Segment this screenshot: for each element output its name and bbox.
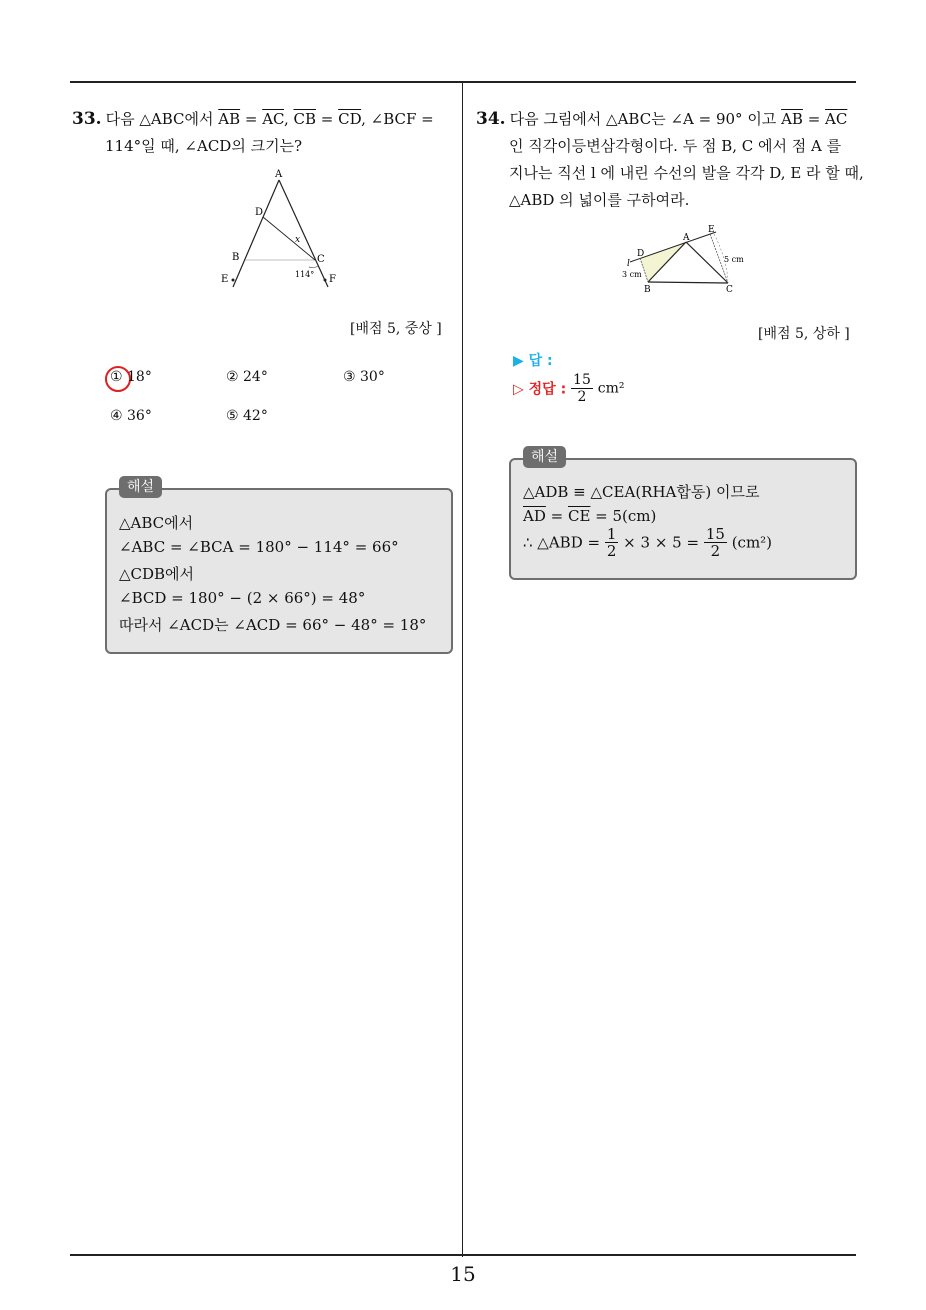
- triangle-figure-34: [618, 222, 753, 294]
- label-c-34: C: [726, 285, 733, 294]
- question-34-line-3: 지나는 직선 l 에 내린 수선의 발을 각각 D, E 라 할 때,: [509, 164, 864, 182]
- label-5cm: 5 cm: [724, 255, 744, 264]
- triangle-figure-33: [215, 165, 350, 290]
- label-a-34: A: [683, 233, 690, 243]
- solution-box-34: [509, 458, 857, 580]
- solution-33-line-4: ∠BCD = 180° − (2 × 66°) = 48°: [119, 589, 366, 607]
- score-33: [배점 5, 중상 ]: [350, 321, 442, 337]
- question-34-line-2: 인 직각이등변삼각형이다. 두 점 B, C 에서 점 A 를: [509, 137, 842, 155]
- answer-label: ▶ 답 :: [513, 353, 553, 369]
- segment-ac: $\overline{AC}$: [262, 110, 284, 128]
- solution-box-33: [105, 488, 453, 654]
- choice-2[interactable]: ② 24°: [226, 369, 268, 385]
- choice-1[interactable]: ① 18°: [110, 369, 152, 385]
- label-l-34: l: [627, 259, 630, 269]
- solution-33-line-3: △CDB에서: [119, 565, 195, 583]
- question-33-line-2: 114°일 때, ∠ACD의 크기는?: [105, 137, 303, 155]
- answer-row-34: [513, 350, 553, 370]
- correct-label: ▷ 정답 :: [513, 381, 567, 398]
- solution-33-line-1: △ABC에서: [119, 514, 194, 532]
- label-angle: 114°: [295, 270, 315, 279]
- label-d: D: [255, 207, 264, 218]
- label-c: C: [317, 254, 325, 265]
- solution-33-line-2: ∠ABC = ∠BCA = 180° − 114° = 66°: [119, 538, 399, 556]
- correct-answer-row-34: [513, 372, 624, 405]
- question-34-line-1: 34. 다음 그림에서 △ABC는 ∠A = 90° 이고 $\overline{AB} = \overline{AC}$: [476, 109, 848, 129]
- segment-ab: $\overline{AB}$: [218, 110, 241, 128]
- label-b: B: [232, 252, 240, 263]
- solution-tag-34: 해설: [523, 446, 566, 468]
- label-e-34: E: [708, 225, 715, 235]
- segment-ab-34: $\overline{AB}$: [781, 110, 803, 128]
- solution-34-line-1: △ADB ≡ △CEA(RHA합동) 이므로: [523, 483, 760, 501]
- segment-ac-34: $\overline{AC}$: [825, 110, 848, 128]
- segment-cd: $\overline{CD}$: [338, 110, 362, 128]
- solution-34-line-3: ∴ △ABD = $\frac{1}{2}$ × 3 × 5 = $\frac{15}{2}$ (cm²): [523, 525, 773, 560]
- fraction-fifteen-halves: $\frac{15}{2}$: [705, 525, 725, 560]
- correct-unit: cm²: [597, 380, 625, 397]
- label-f: F: [329, 274, 336, 285]
- label-d-34: D: [637, 249, 645, 259]
- label-3cm: 3 cm: [622, 270, 642, 279]
- question-34-number: 34.: [476, 109, 506, 129]
- question-34-text: [476, 106, 864, 214]
- segment-cb: $\overline{CB}$: [293, 110, 317, 128]
- label-x: x: [295, 235, 301, 245]
- question-34-line-4: △ABD 의 넓이를 구하여라.: [509, 191, 690, 209]
- label-e: E: [221, 274, 229, 285]
- solution-tag-33: 해설: [119, 476, 162, 498]
- question-33-text: [72, 106, 457, 160]
- correct-fraction: $\frac{15}{2}$: [573, 372, 591, 405]
- label-b-34: B: [644, 285, 651, 294]
- score-34: [배점 5, 상하 ]: [758, 326, 850, 342]
- question-33-line-1: 33. 다음 △ABC에서 $\overline{AB} = \overline{AC}$, $\overline{CB} = \overline{CD}$, ∠BCF =: [72, 109, 434, 129]
- bottom-rule: [70, 1254, 856, 1256]
- solution-34-line-2: $\overline{AD} = \overline{CE} = 5(cm)$: [523, 507, 657, 525]
- solution-33-line-5: 따라서 ∠ACD는 ∠ACD = 66° − 48° = 18°: [119, 616, 427, 634]
- fraction-one-half: $\frac{1}{2}$: [606, 525, 617, 560]
- label-a: A: [275, 169, 283, 180]
- choice-5[interactable]: ⑤ 42°: [226, 408, 268, 424]
- choice-3[interactable]: ③ 30°: [343, 369, 385, 385]
- top-rule: [70, 81, 856, 83]
- question-33-number: 33.: [72, 109, 102, 129]
- choice-4[interactable]: ④ 36°: [110, 408, 152, 424]
- page-number: 15: [450, 1262, 476, 1286]
- column-divider: [462, 82, 463, 1257]
